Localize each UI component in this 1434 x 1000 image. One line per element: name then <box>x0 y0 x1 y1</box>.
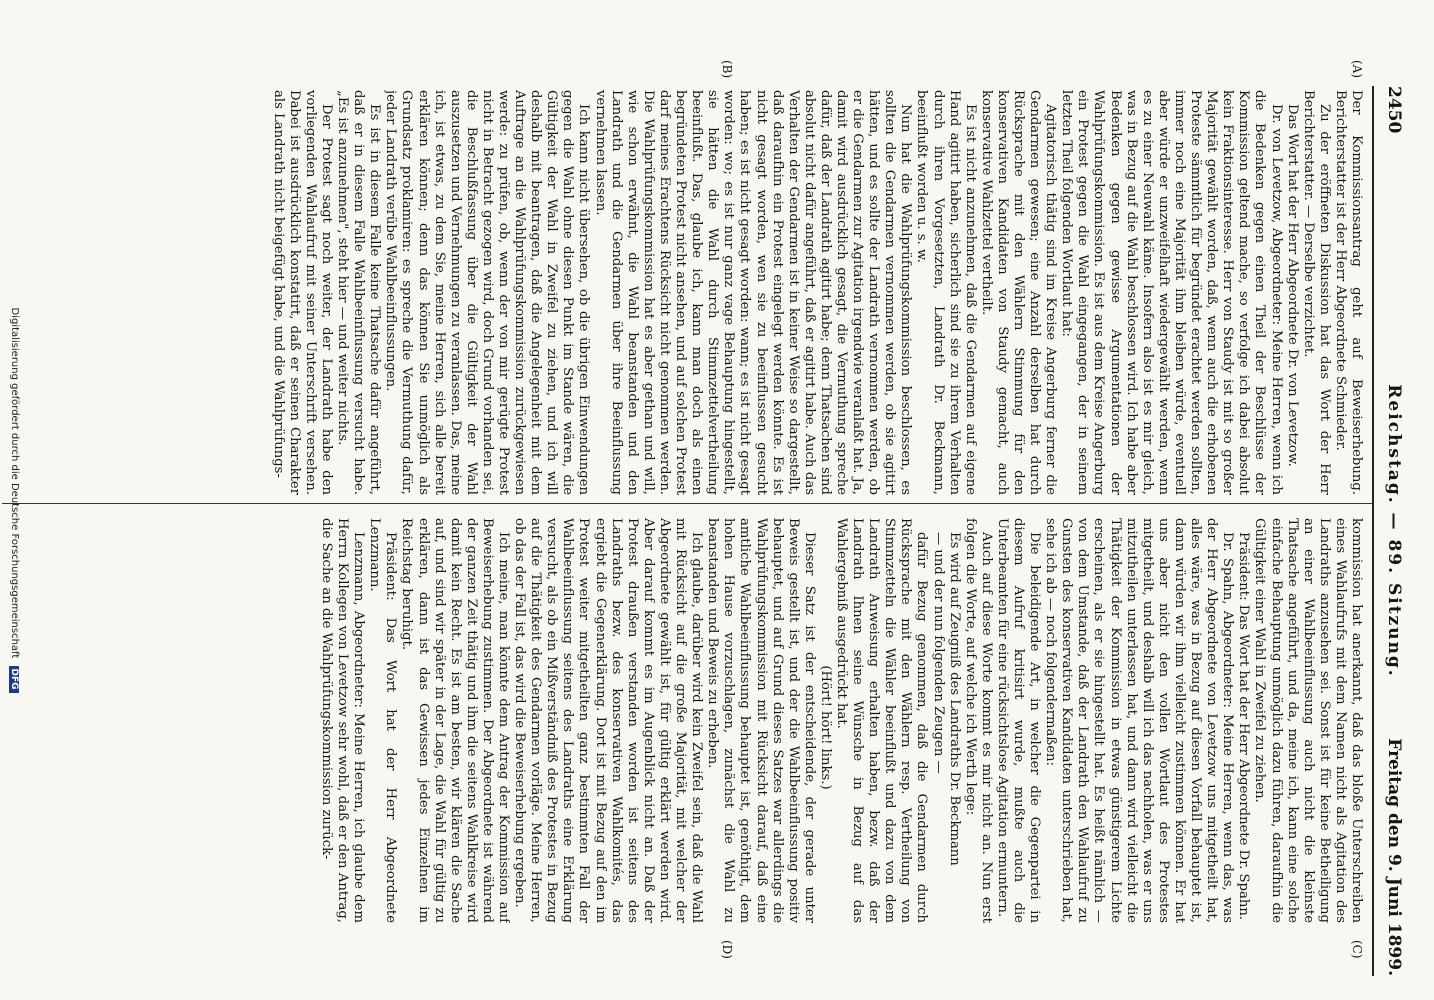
quoted-paragraph: Die beleidigende Art, in welcher die Gegenpartei in diesem Aufruf kritisirt wurde, mußte auch die Unterbeamten für eine rücksichtslose Agitation ermuntern. <box>994 518 1043 923</box>
page-number: 2450 <box>1384 86 1404 134</box>
page-header <box>1376 86 1404 976</box>
credit-text: Digitalisierung gefördert durch die Deutsche Forschungsgemeinschaft <box>9 307 20 659</box>
paragraph: Präsident: Das Wort hat der Herr Abgeordnete Dr. Spahn. <box>1236 532 1252 920</box>
running-head: Reichstag. — 89. Sitzung. <box>1384 384 1404 678</box>
paragraph: Der Protest sagt noch weiter, der Landrath habe den vorliegenden Wahlaufruf mit seiner Unterschrift versehen. Dabei ist ausdrücklich konstatirt, daß er seinen Charakter als Landrath nicht beigefügt habe, und die Wahlprüfungs- <box>270 90 334 495</box>
paragraph: Lenzmann, Abgeordneter: Meine Herren, ich glaube dem Herrn Kollegen von Levetzow sehr wohl, daß er den Antrag, die Sache an die Wahlprüfungskommission zurück- <box>319 518 367 923</box>
margin-marker-a: (A) <box>1350 60 1364 79</box>
quoted-paragraph: Agitatorisch thätig sind im Kreise Angerburg ferner die Gendarmen gewesen; eine Anzahl derselben hat durch Rücksprache mit den Wählern Stimmung für den konservativen Kandidaten von Staudy gemacht, auch konservative Wahlzettel vertheilt. <box>978 90 1059 495</box>
paragraph: Ich kann nicht übersehen, ob die übrigen Einwendungen gegen die Wahl ohne diesen Punkt im Stande wären, die Gültigkeit der Wahl in Zweifel zu ziehen, und ich will deshalb mit beantragen, daß die Angelegenheit mit dem Auftrage an die Wahlprüfungskommission zurückgewiesen werde: zu prüfen, ob, wenn der von mir gerügte Protest nicht in Betracht gezogen wird, doch Grund vorhanden sei, die Beschlußfassung über die Gültigkeit der Wahl auszusetzen und Vernehmungen zu veranlassen. Das, meine ich, ist etwas, zu dem Sie, meine Herren, sich alle bereit erklären können; denn das können Sie unmöglich als Grundsatz proklamiren: es spreche die Vermuthung dafür, jeder Landrath verübe Wahlbeeinflussungen. <box>383 90 592 495</box>
digitization-credit <box>0 0 20 1000</box>
sitting-date: Freitag den 9. Juni 1899. <box>1384 738 1404 976</box>
interjection: (Hört! hört! links.) <box>817 665 833 790</box>
paragraph: Präsident: Das Wort hat der Herr Abgeordnete Lenzmann. <box>367 518 399 923</box>
left-column <box>14 90 1364 495</box>
paragraph: Dieser Satz ist der entscheidende, der gerade unter Beweis gestellt ist, und der die Wahlbeeinflussung positiv behauptet, und auf Grund dieses Satzes war allerdings die Wahlprüfungskommission mit Rücksicht darauf, daß eine amtliche Wahlbeeinflussung behauptet ist, genöthigt, dem hohen Hause vorzuschlagen, zunächst die Wahl zu beanstanden und Beweis zu erheben. <box>705 518 817 923</box>
paragraph: Ich glaube, darüber wird kein Zweifel sein, daß die Wahl mit Rücksicht auf die große Majorität, mit welcher der Abgeordnete gewählt ist, für gültig erklärt werden wird. Aber darauf kommt es im Augenblick nicht an. Daß der Protest draußen verstanden worden ist seitens des Landraths bezw. des konservativen Wahlkomités, das ergiebt die Gegenerklärung. Dort ist mit Bezug auf den im Protest weiter mitgetheilten ganz bestimmten Fall der Wahlbeeinflussung seitens des Landraths eine Erklärung versucht, als ob ein Mißverständniß des Protestes in Bezug auf die Thätigkeit des Gendarmen vorläge. Meine Herren, ob das der Fall ist, das wird die Beweiserhebung ergeben. <box>512 518 705 923</box>
paragraph: Nun hat die Wahlprüfungskommission beschlossen, es sollten die Gendarmen vernommen werden, ob sie agitirt hätten, und es sollte der Landrath vernommen werden, ob er die Gendarmen zur Agitation irgendwie veranlaßt hat. Ja, damit wird ausdrücklich gesagt, die Vermuthung spreche dafür, daß der Landrath agitirt habe; denn Thatsachen sind absolut nicht dafür angeführt, daß er agitirt habe. Auch das Verhalten der Gendarmen ist in keiner Weise so dargestellt, daß daraufhin ein Protest eingelegt werden könnte. Es ist nicht gesagt worden, wen sie zu beeinflussen gesucht haben; es ist nicht gesagt worden: wann; es ist nicht gesagt worden: wo; es ist nur ganz vage Behauptung hingestellt, sie hätten die Wahl durch Stimmzettelvertheilung beeinflußt. Das, glaube ich, kann man doch als einen begründeten Protest nicht ansehen, und auf solchen Protest darf meines Erachtens Rücksicht nicht genommen werden. Die Wahlprüfungskommission hat es aber gethan und will, wie schon erwähnt, die Wahl beanstanden und den Landrath und die Gendarmen über ihre Beeinflussung vernehmen lassen. <box>592 90 914 495</box>
paragraph: Ich meine, man könnte dem Antrag der Kommission auf Beweiserhebung zustimmen. Der Abgeordnete ist während der ganzen Zeit thätig und ihm die seitens Wahlkreise wird damit kein Recht. Es ist am besten, wir klären die Sache auf, und sind wir später in der Lage, die Wahl für gültig zu erklären, dann ist das Gewissen jedes Einzelnen im Reichstag beruhigt. <box>399 518 512 923</box>
dfg-logo: DFG <box>9 666 19 693</box>
paragraph: kommission hat anerkannt, daß das bloße Unterschreiben eines Wahlaufrufs mit dem Namen nicht als Agitation des Landraths anzusehen sei. Sonst ist für keine Betheiligung an einer Wahlbeeinflussung auch nicht die kleinste Thatsache angeführt, und da, meine ich, kann eine solche einfache Behauptung unmöglich dazu führen, daraufhin die Gültigkeit einer Wahl in Zweifel zu ziehen. <box>1252 518 1364 923</box>
margin-marker-d: (D) <box>720 940 734 959</box>
quoted-paragraph: Es ist nicht anzunehmen, daß die Gendarmen auf eigene Hand agitirt haben, sicherlich sind sie zu ihrem Verhalten durch ihren Vorgesetzten, Landrath Dr. Beckmann, beeinflußt worden u. s. w. <box>914 90 978 495</box>
paragraph: Dr. von Levetzow, Abgeordneter: Meine Herren, wenn ich die Bedenken gegen einen Theil der Beschlüsse der Kommission geltend mache, so verfolge ich dabei absolut kein Fraktionsinteresse. Herr von Staudy ist mit so großer Majorität gewählt worden, daß, wenn auch die erhobenen Proteste sämmtlich für begründet erachtet werden sollten, immer noch eine Majorität ihm bleiben würde, eventuell aber würde er unzweifelhaft wiedergewählt werden, wenn es zu einer Neuwahl käme. Insofern also ist es mir gleich, was in Bezug auf die Wahl beschlossen wird. Ich habe aber Bedenken gegen gewisse Argumentationen der Wahlprüfungskommission. Es ist aus dem Kreise Angerburg ein Protest gegen die Wahl eingegangen, der in seinem letzten Theil folgenden Wortlaut hat: <box>1059 90 1284 495</box>
paragraph: Der Kommissionsantrag geht auf Beweiserhebung. Berichterstatter ist der Herr Abgeordnete Schmieder. <box>1332 90 1364 495</box>
header-rule <box>1372 86 1374 976</box>
margin-marker-c: (C) <box>1350 940 1364 959</box>
quoted-paragraph: dafür Bezug genommen, daß die Gendarmen durch Rücksprache mit den Wählern resp. Vertheilung von Stimmzetteln die Wähler beeinflußt und dazu von dem Landrath Anweisung erhalten haben, bezw. daß der Landrath Ihnen seine Wünsche in Bezug auf das Wahlergebniß ausgedrückt hat. <box>834 518 930 923</box>
paragraph: Es ist in diesem Falle keine Thatsache dafür angeführt, daß er in diesem Falle Wahlbeeinflussung versucht habe. „Es ist anzunehmen", steht hier — und weiter nichts. <box>335 90 383 495</box>
paragraph: Auch auf diese Worte kommt es mir nicht an. Nun erst folgen die Worte, auf welche ich Werth lege: <box>962 518 994 923</box>
paragraph: Das Wort hat der Herr Abgeordnete Dr. von Levetzow. <box>1284 104 1300 467</box>
right-column <box>14 518 1364 923</box>
margin-marker-b: (B) <box>720 60 734 79</box>
paragraph: Zu der eröffneten Diskussion hat das Wort der Herr Berichterstatter. — Derselbe verzichtet. <box>1300 90 1332 495</box>
column-divider <box>2 503 1372 504</box>
paragraph: Dr. Spahn, Abgeordneter: Meine Herren, wenn das, was der Herr Abgeordnete von Levetzow uns mitgetheilt hat, alles wäre, was in Bezug auf diesen Vorfall behauptet ist, dann würden wir ihm vielleicht zustimmen können. Er hat uns aber nicht den vollen Wortlaut des Protestes mitgetheilt, und deshalb will ich das nachholen, was er uns mitzutheilen unterlassen hat, und dann wird vielleicht die Thätigkeit der Kommission in etwas günstigerem Lichte erscheinen, als er sie hingestellt hat. Es heißt nämlich — von dem Umstande, daß der Landrath den Wahlaufruf zu Gunsten des konservativen Kandidaten unterschrieben hat, sehe ich ab — noch folgendermaßen: <box>1043 518 1236 923</box>
quoted-paragraph: Es wird auf Zeugniß des Landraths Dr. Beckmann <box>946 532 962 866</box>
paragraph: — und der nun folgenden Zeugen — <box>930 532 946 774</box>
